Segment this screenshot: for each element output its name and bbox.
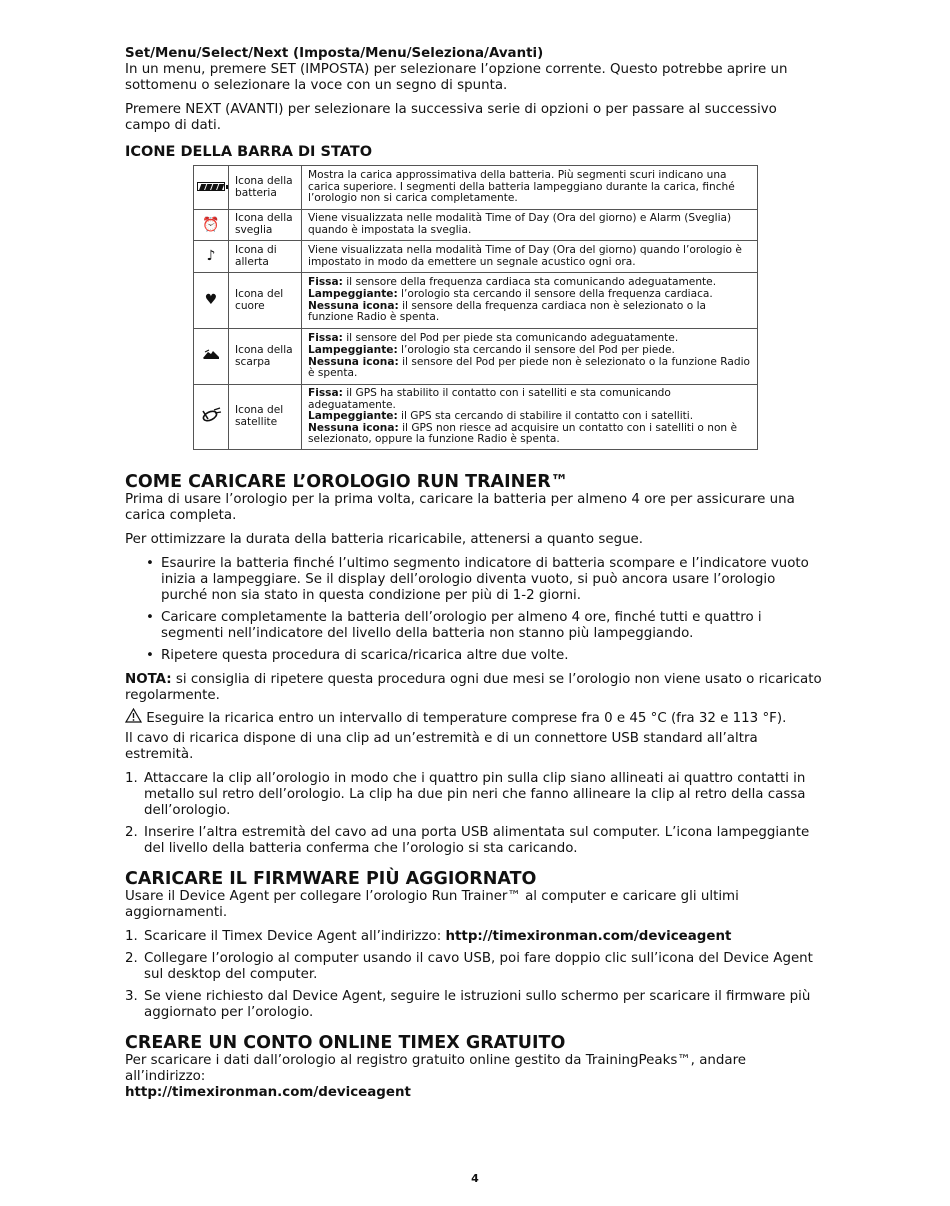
heart-icon: ♥ bbox=[204, 292, 218, 309]
list-item: 1. Attaccare la clip all’orologio in modo che i quattro pin sulla clip siano allineati ai quattro contatti in metallo sul retro dell’orologio. La clip ha due pin neri che fanno allineare la clip al retro della cassa dell’orologio. bbox=[125, 770, 806, 818]
table-row bbox=[194, 273, 758, 329]
status-icons-table bbox=[193, 165, 758, 450]
alarm-icon: ⏰ bbox=[202, 216, 220, 233]
icon-description: Mostra la carica approssimativa della batteria. Più segmenti scuri indicano una carica superiore. I segmenti della batteria lampeggiano durante la carica, finché l’orologio non si carica completamente. bbox=[302, 166, 758, 210]
shoe-icon bbox=[202, 349, 220, 361]
charge-paragraph-1: Prima di usare l’orologio per la prima volta, caricare la batteria per almeno 4 ore per assicurare una carica completa. bbox=[125, 491, 795, 523]
icon-name: Icona della scarpa bbox=[229, 329, 302, 385]
charge-paragraph-2: Per ottimizzare la durata della batteria ricaricabile, attenersi a quanto segue. bbox=[125, 531, 644, 547]
icon-name: Icona della sveglia bbox=[229, 210, 302, 241]
status-bar-heading: ICONE DELLA BARRA DI STATO bbox=[125, 144, 373, 160]
intro-heading: Set/Menu/Select/Next (Imposta/Menu/Seleziona/Avanti) bbox=[125, 46, 544, 61]
icon-name: Icona della batteria bbox=[229, 166, 302, 210]
firmware-paragraph: Usare il Device Agent per collegare l’orologio Run Trainer™ al computer e caricare gli ultimi aggiornamenti. bbox=[125, 888, 739, 920]
list-item: 2. Inserire l’altra estremità del cavo ad una porta USB alimentata sul computer. L’icona lampeggiante del livello della batteria conferma che l’orologio si sta caricando. bbox=[125, 824, 810, 856]
icon-name: Icona del satellite bbox=[229, 385, 302, 450]
satellite-icon bbox=[200, 407, 222, 423]
account-link[interactable]: http://timexironman.com/deviceagent bbox=[125, 1084, 411, 1100]
account-paragraph: Per scaricare i dati dall’orologio al registro gratuito online gestito da TrainingPeaks™, andare all’indirizzo: bbox=[125, 1052, 747, 1084]
note-paragraph: NOTA: si consiglia di ripetere questa procedura ogni due mesi se l’orologio non viene usato o ricaricato regolarmente. bbox=[125, 671, 822, 703]
charge-steps-list bbox=[125, 771, 825, 857]
list-item: • Ripetere questa procedura di scarica/ricarica altre due volte. bbox=[125, 648, 825, 664]
warning-paragraph bbox=[125, 708, 825, 727]
icon-description: Viene visualizzata nella modalità Time of Day (Ora del giorno) quando l’orologio è impostato in modo da emettere un segnale acustico ogni ora. bbox=[302, 241, 758, 273]
account-heading: CREARE UN CONTO ONLINE TIMEX GRATUITO bbox=[125, 1032, 566, 1053]
icon-name: Icona del cuore bbox=[229, 273, 302, 329]
device-agent-link[interactable]: http://timexironman.com/deviceagent bbox=[445, 928, 732, 944]
list-item: 2. Collegare l’orologio al computer usando il cavo USB, poi fare doppio clic sull’icona del Device Agent sul desktop del computer. bbox=[125, 950, 813, 982]
table-row bbox=[194, 241, 758, 273]
charge-bullet-list bbox=[125, 556, 825, 664]
firmware-heading: CARICARE IL FIRMWARE PIÙ AGGIORNATO bbox=[125, 868, 537, 889]
table-row bbox=[194, 210, 758, 241]
icon-description: Fissa: il sensore del Pod per piede sta comunicando adeguatamente. Lampeggiante: l’orologio sta cercando il sensore del Pod per piede. Nessuna icona: il sensore del Pod per piede non è selezionato o la funzione Radio è spenta. bbox=[302, 329, 758, 385]
battery-icon bbox=[197, 182, 225, 191]
list-item: • Caricare completamente la batteria dell’orologio per almeno 4 ore, finché tutti e quattro i segmenti nell’indicatore del livello della batteria non stanno più lampeggiando. bbox=[125, 610, 825, 642]
table-row bbox=[194, 166, 758, 210]
table-row bbox=[194, 329, 758, 385]
manual-page bbox=[125, 46, 825, 1101]
list-item: • Esaurire la batteria finché l’ultimo segmento indicatore di batteria scompare e l’indicatore vuoto inizia a lampeggiare. Se il display dell’orologio diventa vuoto, si può ancora usare l’orologio purché non sia stato in questa condizione per più di 1-2 giorni. bbox=[125, 556, 825, 604]
charge-heading: COME CARICARE L’OROLOGIO RUN TRAINER™ bbox=[125, 471, 569, 492]
icon-description: Fissa: il GPS ha stabilito il contatto con i satelliti e sta comunicando adeguatamente. Lampeggiante: il GPS sta cercando di stabilire il contatto con i satelliti. Nessuna icona: il GPS non riesce ad acquisire un contatto con i satelliti o non è selezionato, oppure la funzione Radio è spenta. bbox=[302, 385, 758, 450]
icon-description: Fissa: il sensore della frequenza cardiaca sta comunicando adeguatamente. Lampeggiante: l’orologio sta cercando il sensore della frequenza cardiaca. Nessuna icona: il sensore della frequenza cardiaca non è selezionato o la funzione Radio è spenta. bbox=[302, 273, 758, 329]
firmware-steps-list bbox=[125, 929, 825, 1021]
page-number: 4 bbox=[471, 1172, 479, 1185]
warning-text: Eseguire la ricarica entro un intervallo di temperature comprese fra 0 e 45 °C (fra 32 e 113 °F). bbox=[146, 710, 787, 726]
intro-paragraph-1: In un menu, premere SET (IMPOSTA) per selezionare l’opzione corrente. Questo potrebbe aprire un sottomenu o selezionare la voce con un segno di spunta. bbox=[125, 62, 788, 93]
icon-description: Viene visualizzata nelle modalità Time of Day (Ora del giorno) e Alarm (Sveglia) quando è impostata la sveglia. bbox=[302, 210, 758, 241]
list-item: 1. Scaricare il Timex Device Agent all’indirizzo: http://timexironman.com/deviceagent bbox=[125, 928, 732, 944]
note-icon: ♪ bbox=[206, 248, 216, 265]
list-item: 3. Se viene richiesto dal Device Agent, seguire le istruzioni sullo schermo per scaricare il firmware più aggiornato per l’orologio. bbox=[125, 988, 811, 1020]
intro-paragraph-2: Premere NEXT (AVANTI) per selezionare la successiva serie di opzioni o per passare al successivo campo di dati. bbox=[125, 102, 777, 133]
table-row bbox=[194, 385, 758, 450]
icon-name: Icona di allerta bbox=[229, 241, 302, 273]
warning-icon bbox=[125, 708, 142, 723]
clip-paragraph: Il cavo di ricarica dispone di una clip ad un’estremità e di un connettore USB standard all’altra estremità. bbox=[125, 730, 758, 762]
